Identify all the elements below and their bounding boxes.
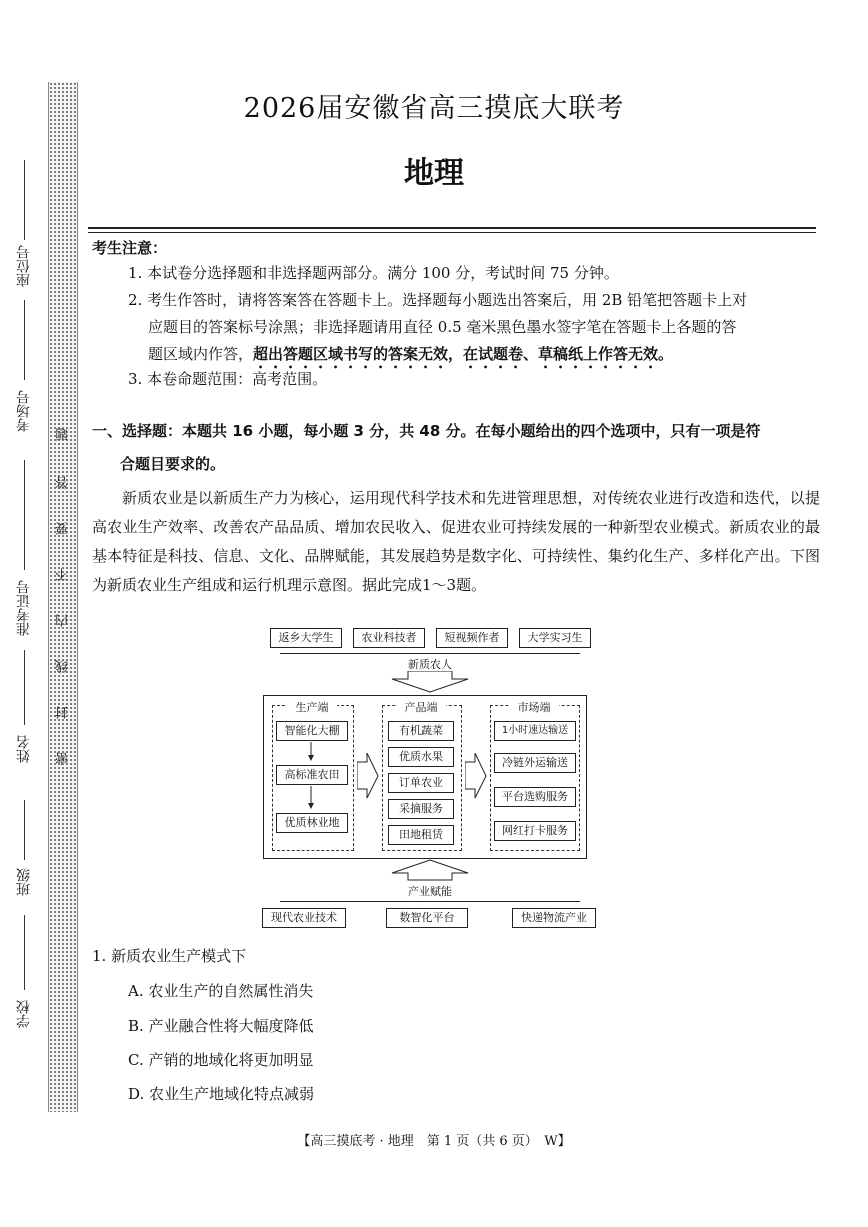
diagram (260, 625, 600, 935)
header-rule (88, 232, 816, 233)
top-box: 返乡大学生 (270, 628, 342, 648)
bottom-box: 数智化平台 (386, 908, 468, 928)
up-arrow-icon (390, 859, 470, 881)
question-1-option-a[interactable]: A. 农业生产的自然属性消失 (128, 982, 314, 1000)
seal-char: 封 (56, 706, 71, 719)
market-item: 1小时速达输送 (494, 721, 576, 741)
notice-warning: 超出答题区域书写的答案无效，在试题卷、草稿纸上作答无效。 (253, 345, 674, 363)
product-item: 田地租赁 (388, 825, 454, 845)
top-box: 农业科技者 (353, 628, 425, 648)
product-item: 订单农业 (388, 773, 454, 793)
production-item: 智能化大棚 (276, 721, 348, 741)
name-line (24, 650, 25, 725)
exam-title: 2026届安徽省高三摸底大联考 (243, 93, 625, 124)
section-heading-cont: 合题目要求的。 (120, 455, 226, 473)
product-item: 有机蔬菜 (388, 721, 454, 741)
seat-no-label: 座位号 (16, 245, 32, 287)
connector-line (280, 653, 580, 654)
notice-item-1: 1. 本试卷分选择题和非选择题两部分。满分 100 分，考试时间 75 分钟。 (128, 264, 619, 282)
admission-no-line (24, 460, 25, 570)
right-arrow-icon (465, 753, 487, 799)
seal-char: 内 (56, 614, 71, 627)
header-rule (88, 227, 816, 229)
question-1-option-d[interactable]: D. 农业生产地域化特点减弱 (128, 1085, 315, 1103)
section-heading: 一、选择题：本题共 16 小题，每小题 3 分，共 48 分。在每小题给出的四个选项中，只有一项是符 (92, 422, 761, 440)
class-line (24, 800, 25, 860)
notice-item-3: 3. 本卷命题范围：高考范围。 (128, 370, 328, 388)
market-item: 网红打卡服务 (494, 821, 576, 841)
top-box: 短视频作者 (436, 628, 508, 648)
question-1-option-b[interactable]: B. 产业融合性将大幅度降低 (128, 1017, 314, 1035)
top-label: 新质农人 (395, 656, 465, 672)
production-item: 高标准农田 (276, 765, 348, 785)
subject-title: 地理 (404, 156, 464, 191)
seal-char: 密 (56, 752, 71, 765)
school-label: 学校 (16, 1000, 32, 1028)
market-title: 市场端 (509, 699, 559, 715)
seal-char: 题 (56, 428, 71, 441)
name-label: 姓名 (16, 735, 32, 763)
seal-char: 答 (56, 476, 71, 489)
binding-strip (48, 82, 78, 1112)
production-item: 优质林业地 (276, 813, 348, 833)
right-arrow-icon (357, 753, 379, 799)
bottom-box: 现代农业技术 (262, 908, 346, 928)
page-footer: 【高三摸底考 · 地理 第 1 页（共 6 页） W】 (297, 1134, 571, 1149)
arrow-down-icon (306, 742, 316, 762)
product-title: 产品端 (396, 699, 446, 715)
notice-heading: 考生注意： (92, 239, 168, 257)
question-1-stem: 1. 新质农业生产模式下 (92, 947, 247, 965)
seal-char: 不 (56, 568, 71, 581)
production-title: 生产端 (287, 699, 337, 715)
passage: 新质农业是以新质生产力为核心，运用现代科学技术和先进管理思想，对传统农业进行改造和迭代，以提高农业生产效率、改善农产品品质、增加农民收入、促进农业可持续发展的一种新型农业模式。新质农业的最基本特征是科技、信息、文化、品牌赋能，其发展趋势是数字化、可持续性、集约化生产、多样化产出。下图为新质农业生产组成和运行机理示意图。据此完成1～3题。 (92, 489, 820, 594)
exam-room-label: 考场号 (16, 390, 32, 432)
notice-item-2: 2. 考生作答时，请将答案答在答题卡上。选择题每小题选出答案后，用 2B 铅笔把答题卡上对 (128, 291, 748, 309)
notice-item-2-cont: 应题目的答案标号涂黑；非选择题请用直径 0.5 毫米黑色墨水签字笔在答题卡上各题的答 (148, 318, 737, 336)
bottom-box: 快递物流产业 (512, 908, 596, 928)
market-item: 平台选购服务 (494, 787, 576, 807)
school-line (24, 915, 25, 990)
product-item: 采摘服务 (388, 799, 454, 819)
exam-room-line (24, 300, 25, 380)
seal-char: 线 (56, 660, 71, 673)
bottom-label: 产业赋能 (395, 883, 465, 899)
class-label: 班级 (16, 868, 32, 896)
question-1-option-c[interactable]: C. 产销的地域化将更加明显 (128, 1051, 314, 1069)
top-box: 大学实习生 (519, 628, 591, 648)
notice-text: 题区域内作答， (148, 345, 254, 363)
market-item: 冷链外运输送 (494, 753, 576, 773)
seal-char: 要 (56, 522, 71, 535)
product-item: 优质水果 (388, 747, 454, 767)
connector-line (280, 901, 580, 902)
down-arrow-icon (390, 671, 470, 693)
admission-no-label: 准考证号 (16, 580, 32, 636)
arrow-down-icon (306, 786, 316, 810)
